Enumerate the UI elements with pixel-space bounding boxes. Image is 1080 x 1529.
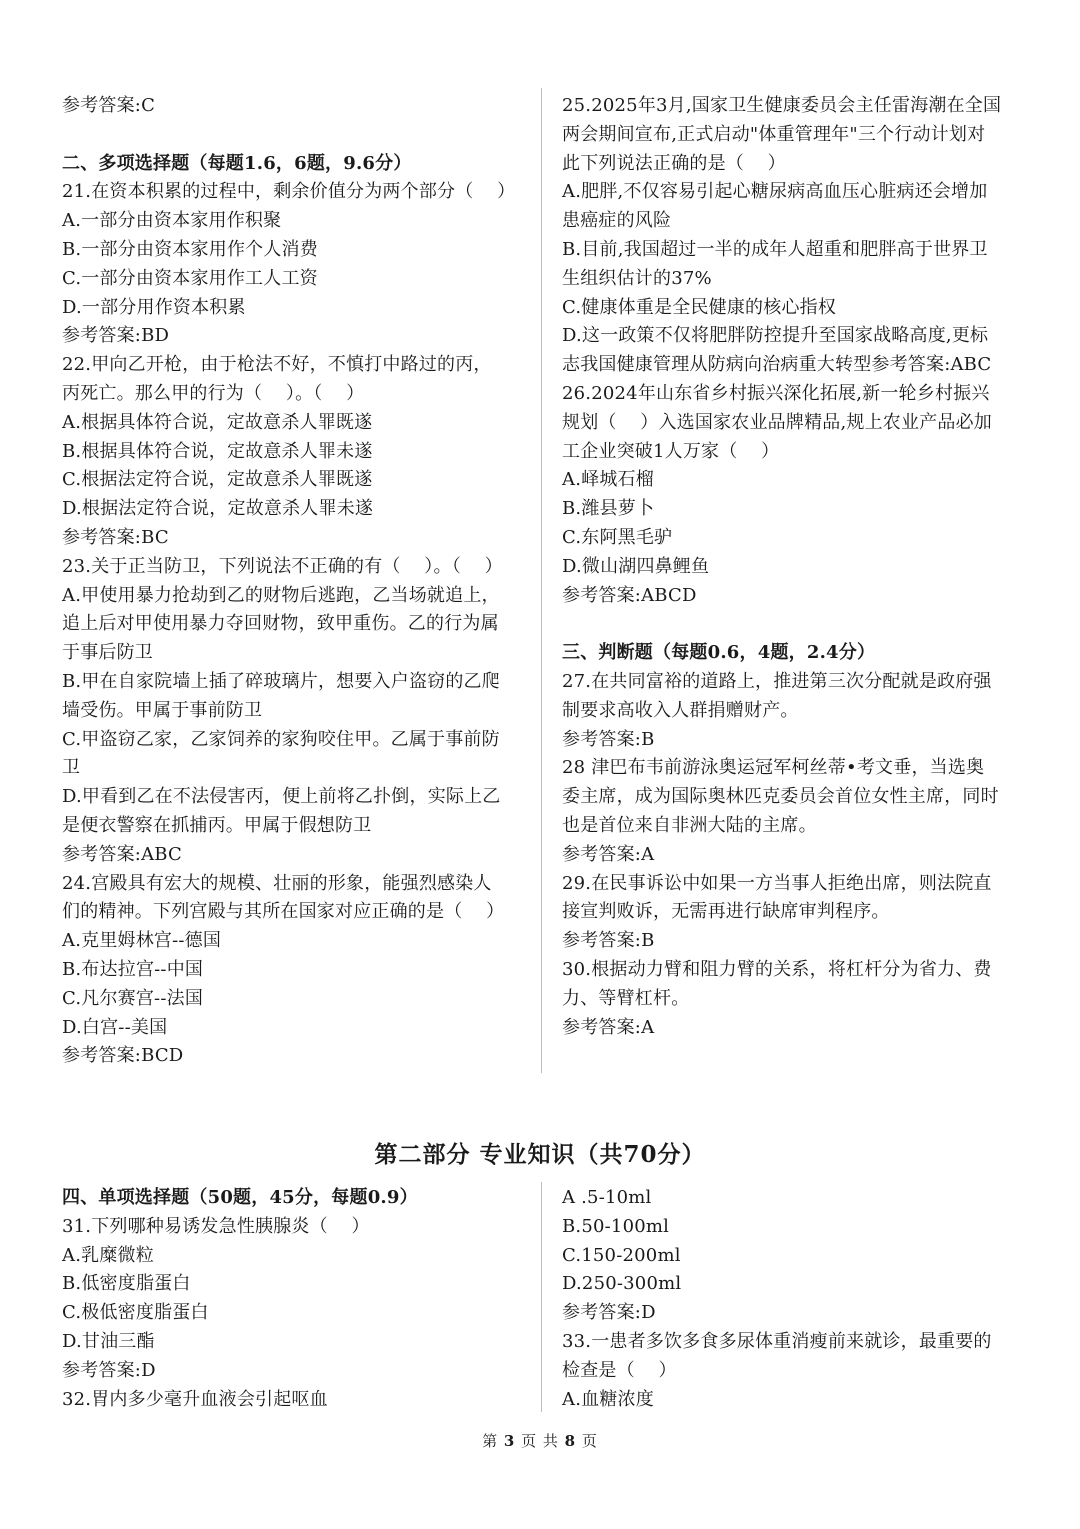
text-line: C.一部分由资本家用作工人工资	[62, 267, 318, 289]
text-line: 委主席，成为国际奥林匹克委员会首位女性主席，同时	[562, 786, 999, 808]
text-line: 22.甲向乙开枪，由于枪法不好，不慎打中路过的丙，	[62, 354, 492, 376]
text-line: 接宣判败诉，无需再进行缺席审判程序。	[562, 901, 890, 923]
text-line: 生组织估计的37%	[562, 267, 712, 289]
text-line: 28 津巴布韦前游泳奥运冠军柯丝蒂•考文垂，当选奥	[562, 757, 985, 779]
page-footer	[0, 1430, 1080, 1451]
text-line: 参考答案:D	[62, 1359, 156, 1381]
part-title: 第二部分 专业知识（共70分）	[374, 1141, 706, 1168]
text-line: 墙受伤。甲属于事前防卫	[62, 699, 263, 721]
text-line: C.凡尔赛宫--法国	[62, 987, 204, 1009]
text-line: 两会期间宣布,正式启动"体重管理年"三个行动计划对	[562, 123, 986, 145]
text-line: 参考答案:BCD	[62, 1045, 184, 1067]
text-line: 参考答案:A	[562, 1016, 655, 1038]
section-heading: 二、多项选择题（每题1.6，6题，9.6分）	[62, 152, 412, 174]
text-line: A.峄城石榴	[562, 469, 654, 491]
text-line: 患癌症的风险	[562, 210, 672, 232]
text-line: 参考答案:A	[562, 843, 655, 865]
text-line: B.潍县萝卜	[562, 498, 655, 520]
text-line: 卫	[62, 757, 81, 779]
text-line: 参考答案:ABC	[62, 843, 182, 865]
text-line: 参考答案:B	[562, 930, 655, 952]
text-line: B.甲在自家院墙上插了碎玻璃片，想要入户盗窃的乙爬	[62, 670, 500, 692]
footer-suffix: 页	[581, 1432, 598, 1450]
text-line: 们的精神。下列宫殿与其所在国家对应正确的是（ ）	[62, 901, 505, 923]
text-line: 26.2024年山东省乡村振兴深化拓展,新一轮乡村振兴	[562, 382, 990, 404]
text-line: A.克里姆林宫--德国	[62, 930, 222, 952]
text-line: A.乳糜微粒	[62, 1244, 154, 1266]
text-line: 志我国健康管理从防病向治病重大转型参考答案:ABC	[562, 354, 992, 376]
text-line: D.白宫--美国	[62, 1016, 168, 1038]
text-line: 是便衣警察在抓捕丙。甲属于假想防卫	[62, 814, 372, 836]
text-line: C.根据法定符合说，定故意杀人罪既遂	[62, 469, 373, 491]
text-line: D.根据法定符合说，定故意杀人罪未遂	[62, 498, 374, 520]
text-line: A.一部分由资本家用作积聚	[62, 210, 282, 232]
text-line: C.东阿黑毛驴	[562, 526, 673, 548]
text-line: 24.宫殿具有宏大的规模、壮丽的形象，能强烈感染人	[62, 872, 492, 894]
text-line: 30.根据动力臂和阻力臂的关系，将杠杆分为省力、费	[562, 958, 992, 980]
text-line: B.根据具体符合说，定故意杀人罪未遂	[62, 440, 373, 462]
text-line: D.甲看到乙在不法侵害丙，便上前将乙扑倒，实际上乙	[62, 786, 501, 808]
column-divider	[541, 88, 542, 1073]
text-line: D.微山湖四鼻鲤鱼	[562, 555, 710, 577]
text-line: D.一部分用作资本积累	[62, 296, 246, 318]
text-line: C.极低密度脂蛋白	[62, 1302, 209, 1324]
text-line: D.250-300ml	[562, 1273, 682, 1295]
text-line: 23.关于正当防卫，下列说法不正确的有（ ）。（ ）	[62, 555, 503, 577]
text-line: 规划（ ）入选国家农业品牌精品,规上农业产品必加	[562, 411, 993, 433]
text-line: C.甲盗窃乙家，乙家饲养的家狗咬住甲。乙属于事前防	[62, 728, 500, 750]
text-line: A.根据具体符合说，定故意杀人罪既遂	[62, 411, 373, 433]
text-line: C.150-200ml	[562, 1244, 681, 1266]
footer-prefix: 第	[482, 1432, 499, 1450]
text-line: 丙死亡。那么甲的行为（ ）。（ ）	[62, 382, 365, 404]
text-line: A.血糖浓度	[562, 1388, 654, 1410]
text-line: C.健康体重是全民健康的核心指权	[562, 296, 837, 318]
text-line: D.甘油三酯	[62, 1330, 155, 1352]
bottom-right-column	[562, 1184, 1032, 1414]
text-line: 制要求高收入人群捐赠财产。	[562, 699, 799, 721]
blank-line	[562, 610, 1032, 639]
text-line: 参考答案:D	[562, 1302, 656, 1324]
text-line: B.目前,我国超过一半的成年人超重和肥胖高于世界卫	[562, 238, 988, 260]
text-line: B.一部分由资本家用作个人消费	[62, 238, 318, 260]
text-line: 32.胃内多少毫升血液会引起呕血	[62, 1388, 328, 1410]
text-line: 此下列说法正确的是（ ）	[562, 152, 786, 174]
text-line: 33.一患者多饮多食多尿体重消瘦前来就诊，最重要的	[562, 1330, 992, 1352]
bottom-left-column	[62, 1184, 532, 1414]
text-line: B.低密度脂蛋白	[62, 1273, 191, 1295]
text-line: 参考答案:BC	[62, 526, 169, 548]
column-divider	[541, 1182, 542, 1412]
footer-middle: 页 共	[521, 1432, 559, 1450]
blank-line	[62, 121, 532, 150]
section-heading: 三、判断题（每题0.6，4题，2.4分）	[562, 642, 876, 664]
text-line: 21.在资本积累的过程中，剩余价值分为两个部分（ ）	[62, 181, 516, 203]
text-line: A .5-10ml	[562, 1187, 652, 1208]
current-page-number: 3	[503, 1432, 516, 1450]
text-line: 参考答案:C	[62, 95, 156, 116]
text-line: 25.2025年3月,国家卫生健康委员会主任雷海潮在全国	[562, 95, 1002, 116]
text-line: 参考答案:B	[562, 728, 655, 750]
text-line: 于事后防卫	[62, 642, 153, 664]
text-line: B.50-100ml	[562, 1215, 670, 1237]
text-line: D.这一政策不仅将肥胖防控提升至国家战略高度,更标	[562, 325, 989, 347]
top-left-column	[62, 92, 532, 1071]
top-right-column	[562, 92, 1032, 1042]
text-line: 31.下列哪种易诱发急性胰腺炎（ ）	[62, 1215, 370, 1237]
text-line: B.布达拉宫--中国	[62, 958, 204, 980]
text-line: 检查是（ ）	[562, 1359, 677, 1381]
text-line: 27.在共同富裕的道路上，推进第三次分配就是政府强	[562, 670, 992, 692]
section-heading: 四、单项选择题（50题，45分，每题0.9）	[62, 1187, 418, 1208]
text-line: A.甲使用暴力抢劫到乙的财物后逃跑，乙当场就追上，	[62, 584, 500, 606]
text-line: 参考答案:BD	[62, 325, 170, 347]
text-line: A.肥胖,不仅容易引起心糖尿病高血压心脏病还会增加	[562, 181, 988, 203]
text-line: 追上后对甲使用暴力夺回财物，致甲重伤。乙的行为属	[62, 613, 499, 635]
total-page-number: 8	[564, 1432, 577, 1450]
text-line: 也是首位来自非洲大陆的主席。	[562, 814, 817, 836]
text-line: 工企业突破1人万家（ ）	[562, 440, 780, 462]
text-line: 力、等臂杠杆。	[562, 987, 690, 1009]
text-line: 29.在民事诉讼中如果一方当事人拒绝出席，则法院直	[562, 872, 992, 894]
text-line: 参考答案:ABCD	[562, 584, 697, 606]
